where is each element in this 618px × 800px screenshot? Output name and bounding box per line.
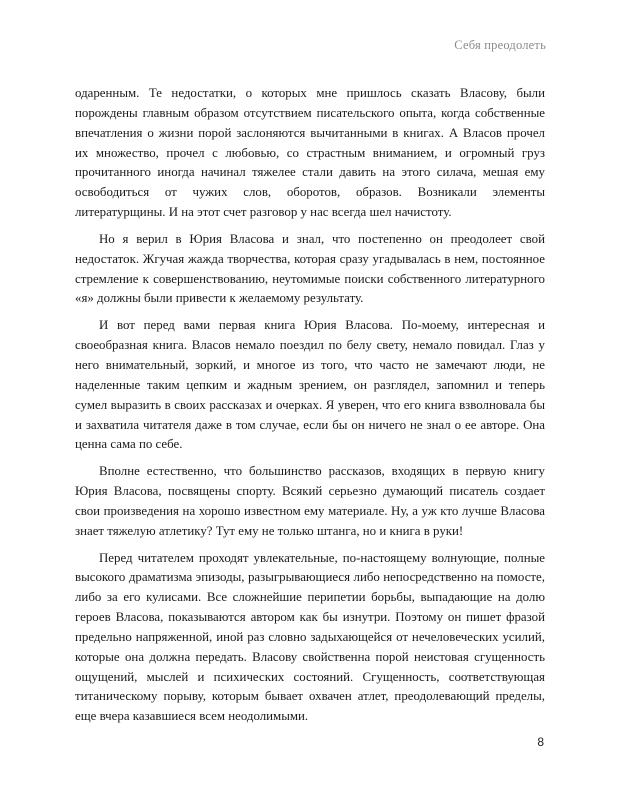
paragraph-5: Перед читателем проходят увлекательные, по-настоящему волнующие, полные высокого драматизма эпизоды, разыгрывающиеся либо непосредственно на помосте, либо за его кулисами. Все сложнейшие перипетии борьбы, выпадающие на долю героев Власова, показываются автором как бы изнутри. Поэтому он пишет фразой предельно напряженной, иной раз словно задыхающейся от нечеловеческих усилий, которые она должна передать. Власову свойственна порой неистовая сгущенность ощущений, мыслей и психических состояний. Сгущенность, соответствующая титаническому порыву, которым бывает охвачен атлет, преодолевающий пределы, еще вчера казавшиеся всем неодолимыми. — [75, 550, 545, 724]
paragraph-3: И вот перед вами первая книга Юрия Власова. По-моему, интересная и своеобразная книга. Власов немало поездил по белу свету, немало повидал. Глаз у него внимательный, зоркий, и многое из того, что часто не замечают люди, не наделенные таким цепким и жадным зрением, он разглядел, запомнил и теперь сумел выразить в своих рассказах и очерках. Я уверен, что его книга взволновала бы и захватила читателя даже в том случае, если бы он ничего не знал о ее авторе. Она ценна сама по себе. — [75, 318, 545, 452]
running-header: Себя преодолеть — [454, 38, 546, 52]
paragraph-4: Вполне естественно, что большинство рассказов, входящих в первую книгу Юрия Власова, посвящены спорту. Всякий серьезно думающий писатель создает свои произведения на хорошо известном ему материале. Ну, а уж кто лучше Власова знает тяжелую атлетику? Тут ему не только штанга, но и книга в руки! — [75, 464, 545, 538]
page-number: 8 — [537, 735, 544, 749]
body-text — [75, 84, 545, 734]
paragraph-1: одаренным. Те недостатки, о которых мне пришлось сказать Власову, были порождены главным образом отсутствием писательского опыта, когда собственные впечатления о жизни порой заслоняются вычитанными в книгах. А Власов прочел их множество, прочел с любовью, со страстным вниманием, и огромный груз прочитанного иногда начинал тяжелее стали давить на этого силача, мешая ему освободиться от чужих слов, оборотов, образов. Возникали элементы литературщины. И на этот счет разговор у нас всегда шел начистоту. — [75, 86, 545, 220]
paragraph-2: Но я верил в Юрия Власова и знал, что постепенно он преодолеет свой недостаток. Жгучая жажда творчества, которая сразу угадывалась в нем, постоянное стремление к совершенствованию, неутомимые поиски собственного литературного «я» должны были привести к желаемому результату. — [75, 231, 545, 306]
